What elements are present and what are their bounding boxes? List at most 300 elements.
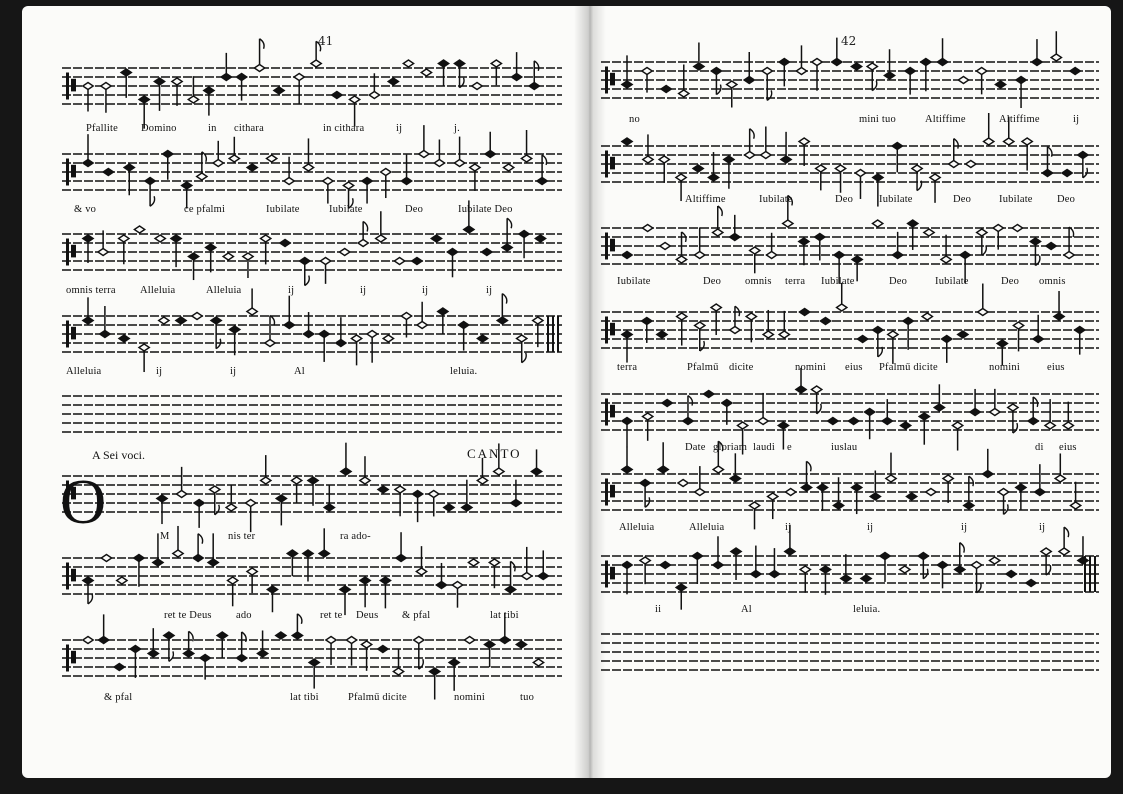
lyric: in cithara: [323, 123, 365, 134]
note-head: [339, 249, 349, 256]
note-head: [906, 493, 916, 500]
note-head: [494, 468, 504, 475]
lyric: no: [629, 114, 640, 125]
clef: [610, 323, 615, 336]
lyric: Alleluia: [206, 285, 242, 296]
note-head: [436, 582, 446, 589]
lyric: Iubilate: [266, 204, 300, 215]
note-head: [622, 466, 632, 473]
note-head: [388, 78, 398, 85]
note-head: [537, 178, 547, 185]
note-head: [472, 83, 482, 90]
lyric: Deo: [703, 276, 722, 287]
note-head: [326, 637, 336, 644]
note-head: [393, 668, 403, 675]
note-head: [766, 252, 776, 259]
note-head: [145, 178, 155, 185]
note-head: [744, 77, 754, 84]
note-head: [678, 480, 688, 487]
note-head: [134, 226, 144, 233]
lyric: leluia.: [853, 604, 881, 615]
note-head: [401, 313, 411, 320]
lyric: ret te: [320, 610, 343, 621]
lyric: Iubilate: [999, 194, 1033, 205]
note-head: [176, 491, 186, 498]
staff: [601, 31, 1099, 108]
lyric: Deus: [356, 610, 379, 621]
note-head: [622, 252, 632, 259]
note-head: [1004, 138, 1014, 145]
note-head: [799, 309, 809, 316]
lyric: Iubilate: [821, 276, 855, 287]
note-head: [254, 65, 264, 72]
note-head: [517, 335, 527, 342]
note-head: [993, 225, 1003, 232]
note-head: [926, 489, 936, 496]
note-head: [660, 243, 670, 250]
staff: [601, 113, 1099, 207]
note-head: [412, 258, 422, 265]
lyric: nis ter: [228, 531, 256, 542]
note-head: [769, 571, 779, 578]
note-head: [280, 240, 290, 247]
note-head: [454, 160, 464, 167]
note-head: [711, 68, 721, 75]
note-head: [1070, 502, 1080, 509]
note-head: [730, 234, 740, 241]
note-head: [324, 504, 334, 511]
lyric: ij: [422, 285, 429, 296]
note-head: [519, 231, 529, 238]
clef: [66, 563, 69, 590]
note-head: [937, 59, 947, 66]
lyric: Alleluia: [619, 522, 655, 533]
note-head: [642, 318, 652, 325]
note-head: [1062, 170, 1072, 177]
note-head: [319, 331, 329, 338]
note-head: [841, 575, 851, 582]
note-head: [346, 637, 356, 644]
note-head: [711, 304, 721, 311]
note-head: [308, 477, 318, 484]
clef: [71, 569, 76, 582]
note-head: [1078, 152, 1088, 159]
note-head: [676, 584, 686, 591]
note-head: [1022, 138, 1032, 145]
note-head: [998, 489, 1008, 496]
lyric: mini tuo: [859, 114, 896, 125]
note-head: [164, 632, 174, 639]
note-head: [217, 632, 227, 639]
note-head: [642, 225, 652, 232]
lyric: omnis: [1039, 276, 1066, 287]
note-head: [820, 318, 830, 325]
note-head: [211, 317, 221, 324]
note-head: [960, 252, 970, 259]
note-head: [892, 143, 902, 150]
note-head: [694, 252, 704, 259]
note-head: [358, 240, 368, 247]
note-head: [284, 322, 294, 329]
note-head: [762, 68, 772, 75]
note-head: [383, 335, 393, 342]
note-head: [867, 63, 877, 70]
staff: [62, 613, 562, 700]
note-head: [192, 313, 202, 320]
note-head: [811, 386, 821, 393]
note-head: [708, 174, 718, 181]
note-head: [799, 138, 809, 145]
note-head: [978, 309, 988, 316]
note-head: [837, 304, 847, 311]
note-head: [1008, 404, 1018, 411]
note-head: [768, 493, 778, 500]
lyric: ii: [655, 604, 662, 615]
note-head: [103, 169, 113, 176]
lyric: lat tibi: [490, 610, 519, 621]
note-head: [266, 155, 276, 162]
clef: [610, 239, 615, 252]
lyric: ij: [288, 285, 295, 296]
lyric: ret te Deus: [164, 610, 212, 621]
lyric: Pfalmű dicite: [879, 362, 938, 373]
lyric: lat tibi: [290, 692, 319, 703]
note-head: [870, 493, 880, 500]
clef: [66, 239, 69, 266]
lyric: Iubilate: [879, 194, 913, 205]
note-head: [832, 59, 842, 66]
note-head: [744, 152, 754, 159]
page-number: 42: [841, 34, 857, 48]
note-head: [679, 90, 689, 97]
note-head: [1035, 489, 1045, 496]
note-head: [908, 220, 918, 227]
note-head: [83, 235, 93, 242]
note-head: [416, 568, 426, 575]
note-head: [173, 550, 183, 557]
note-head: [796, 68, 806, 75]
lyric: Iubilate Deo: [458, 204, 513, 215]
lyric: terra: [617, 362, 638, 373]
note-head: [130, 646, 140, 653]
note-head: [1070, 68, 1080, 75]
note-head: [872, 220, 882, 227]
note-head: [922, 313, 932, 320]
note-head: [642, 413, 652, 420]
note-head: [857, 336, 867, 343]
note-head: [421, 69, 431, 76]
note-head: [662, 400, 672, 407]
lyric: Domino: [141, 123, 177, 134]
lyric: Alleluia: [689, 522, 725, 533]
note-head: [531, 468, 541, 475]
note-head: [83, 160, 93, 167]
lyric: tuo: [520, 692, 535, 703]
note-head: [163, 151, 173, 158]
note-head: [976, 68, 986, 75]
note-head: [153, 559, 163, 566]
note-head: [265, 340, 275, 347]
note-head: [429, 491, 439, 498]
note-head: [226, 504, 236, 511]
note-head: [412, 491, 422, 498]
note-head: [779, 59, 789, 66]
note-head: [815, 234, 825, 241]
note-head: [414, 637, 424, 644]
note-head: [236, 74, 246, 81]
note-head: [464, 226, 474, 233]
lyric: Deo: [405, 204, 424, 215]
note-head: [796, 386, 806, 393]
note-head: [319, 550, 329, 557]
note-head: [336, 340, 346, 347]
note-head: [677, 313, 687, 320]
note-head: [970, 409, 980, 416]
clef: [610, 157, 615, 170]
lyric: & pfal: [402, 610, 431, 621]
lyric: nomini: [795, 362, 826, 373]
staff: [62, 396, 562, 432]
note-head: [855, 170, 865, 177]
note-head: [511, 74, 521, 81]
lyric: eius: [845, 362, 863, 373]
note-head: [419, 151, 429, 158]
lyric: Deo: [953, 194, 972, 205]
note-head: [213, 160, 223, 167]
lyric: Iubilate: [617, 276, 651, 287]
note-head: [851, 484, 861, 491]
note-head: [491, 60, 501, 67]
note-head: [210, 486, 220, 493]
note-head: [833, 502, 843, 509]
note-head: [903, 318, 913, 325]
clef: [66, 159, 69, 186]
note-head: [303, 331, 313, 338]
note-head: [921, 59, 931, 66]
clef: [66, 73, 69, 100]
note-head: [892, 252, 902, 259]
staff: [62, 288, 562, 372]
note-head: [369, 92, 379, 99]
note-head: [816, 165, 826, 172]
lyric: ij: [867, 522, 874, 533]
note-head: [919, 413, 929, 420]
note-head: [261, 477, 271, 484]
note-head: [462, 504, 472, 511]
note-head: [376, 235, 386, 242]
note-head: [661, 86, 671, 93]
note-head: [134, 555, 144, 562]
note-head: [447, 249, 457, 256]
note-head: [763, 331, 773, 338]
note-head: [417, 322, 427, 329]
note-head: [171, 235, 181, 242]
note-head: [1045, 422, 1055, 429]
note-head: [529, 83, 539, 90]
clef: [610, 405, 615, 418]
note-head: [660, 562, 670, 569]
note-head: [303, 164, 313, 171]
note-head: [659, 156, 669, 163]
note-head: [341, 468, 351, 475]
note-head: [622, 331, 632, 338]
note-head: [873, 174, 883, 181]
note-head: [781, 156, 791, 163]
page-number: 41: [318, 34, 334, 48]
note-head: [535, 235, 545, 242]
note-head: [1042, 170, 1052, 177]
note-head: [997, 340, 1007, 347]
note-head: [676, 256, 686, 263]
lyric: ra ado-: [340, 531, 371, 542]
note-head: [943, 475, 953, 482]
note-head: [497, 317, 507, 324]
note-head: [503, 164, 513, 171]
note-head: [378, 486, 388, 493]
note-head: [864, 409, 874, 416]
note-head: [394, 258, 404, 265]
note-head: [183, 650, 193, 657]
note-head: [292, 632, 302, 639]
note-head: [713, 229, 723, 236]
note-head: [522, 573, 532, 580]
note-head: [977, 229, 987, 236]
lyric: eius: [1059, 442, 1077, 453]
note-head: [937, 562, 947, 569]
note-head: [320, 258, 330, 265]
note-head: [658, 466, 668, 473]
note-head: [964, 502, 974, 509]
lyric: eius: [1047, 362, 1065, 373]
note-head: [236, 655, 246, 662]
note-head: [229, 155, 239, 162]
voice-count-caption: A Sei voci.: [92, 448, 145, 462]
note-head: [154, 78, 164, 85]
lyric: ij: [1039, 522, 1046, 533]
note-head: [730, 475, 740, 482]
lyric: omnis terra: [66, 285, 116, 296]
note-head: [98, 637, 108, 644]
note-head: [351, 335, 361, 342]
note-head: [984, 138, 994, 145]
note-head: [274, 87, 284, 94]
note-head: [452, 582, 462, 589]
lyric: M: [160, 531, 170, 542]
note-head: [695, 322, 705, 329]
left-page: [22, 6, 589, 778]
note-head: [360, 477, 370, 484]
note-head: [538, 573, 548, 580]
clef: [610, 73, 615, 86]
note-head: [83, 317, 93, 324]
lyric: Alleluia: [66, 366, 102, 377]
note-head: [952, 422, 962, 429]
note-head: [367, 331, 377, 338]
note-head: [730, 327, 740, 334]
lyric: Al: [741, 604, 752, 615]
note-head: [834, 252, 844, 259]
clef: [71, 245, 76, 258]
note-head: [912, 165, 922, 172]
note-head: [223, 253, 233, 260]
note-head: [676, 174, 686, 181]
note-head: [247, 568, 257, 575]
note-head: [378, 646, 388, 653]
note-head: [521, 155, 531, 162]
staff: [62, 39, 562, 129]
note-head: [139, 96, 149, 103]
note-head: [1012, 225, 1022, 232]
note-head: [761, 152, 771, 159]
note-head: [434, 160, 444, 167]
note-head: [971, 562, 981, 569]
note-head: [737, 422, 747, 429]
note-head: [724, 156, 734, 163]
note-head: [204, 87, 214, 94]
note-head: [101, 555, 111, 562]
note-head: [206, 244, 216, 251]
note-head: [817, 484, 827, 491]
note-head: [918, 553, 928, 560]
note-head: [1032, 59, 1042, 66]
note-head: [820, 566, 830, 573]
lyric: Deo: [1001, 276, 1020, 287]
note-head: [692, 553, 702, 560]
lyric: Altiffime: [685, 194, 726, 205]
note-head: [905, 68, 915, 75]
clef: [610, 485, 615, 498]
note-head: [800, 566, 810, 573]
note-head: [861, 575, 871, 582]
note-head: [500, 637, 510, 644]
note-head: [193, 555, 203, 562]
note-head: [401, 178, 411, 185]
note-head: [83, 577, 93, 584]
note-head: [995, 81, 1005, 88]
lyric: Iubilate: [759, 194, 793, 205]
note-head: [194, 500, 204, 507]
note-head: [785, 489, 795, 496]
lyric: cithara: [234, 123, 264, 134]
note-head: [101, 83, 111, 90]
clef: [71, 79, 76, 92]
note-head: [361, 641, 371, 648]
lyric: Pfalmű: [687, 362, 719, 373]
note-head: [449, 659, 459, 666]
book-gutter-shadow: [574, 6, 606, 778]
note-head: [124, 164, 134, 171]
note-head: [502, 244, 512, 251]
note-head: [882, 418, 892, 425]
note-head: [1064, 252, 1074, 259]
note-head: [98, 249, 108, 256]
note-head: [243, 253, 253, 260]
note-head: [622, 138, 632, 145]
lyric: Alleluia: [140, 285, 176, 296]
lyric: ij: [961, 522, 968, 533]
lyric: ij: [785, 522, 792, 533]
lyric: Al: [294, 366, 305, 377]
note-head: [381, 169, 391, 176]
note-head: [533, 659, 543, 666]
note-head: [396, 555, 406, 562]
lyric: di: [1035, 442, 1044, 453]
lyric: ado: [236, 610, 252, 621]
note-head: [949, 161, 959, 168]
note-head: [622, 562, 632, 569]
note-head: [900, 422, 910, 429]
note-head: [880, 553, 890, 560]
